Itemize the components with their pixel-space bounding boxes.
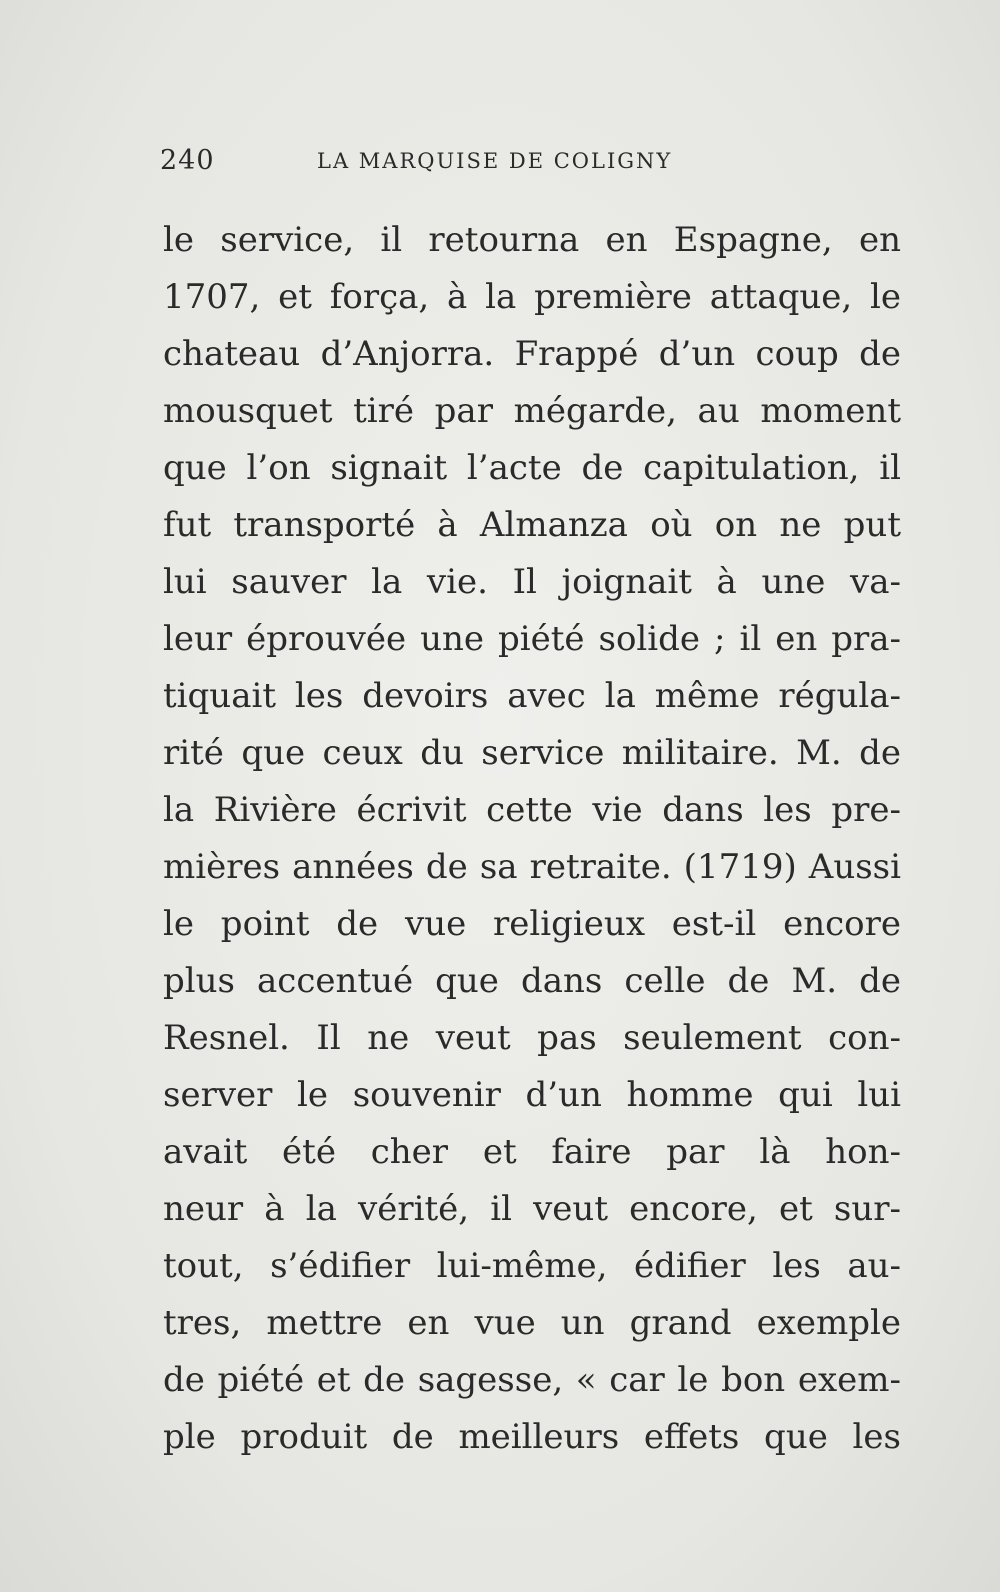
text-line: le service, il retourna en Espagne, en xyxy=(163,220,901,260)
text-line: mières années de sa retraite. (1719) Aussi xyxy=(163,847,901,887)
text-line: mousquet tiré par mégarde, au moment xyxy=(163,391,901,431)
text-line: chateau d’Anjorra. Frappé d’un coup de xyxy=(163,334,901,374)
text-line: rité que ceux du service militaire. M. de xyxy=(163,733,901,773)
text-line: la Rivière écrivit cette vie dans les pre- xyxy=(163,790,901,830)
text-line: neur à la vérité, il veut encore, et sur- xyxy=(163,1189,901,1229)
text-line: server le souvenir d’un homme qui lui xyxy=(163,1075,901,1115)
text-line: leur éprouvée une piété solide ; il en pra- xyxy=(163,619,901,659)
text-line: tiquait les devoirs avec la même régula- xyxy=(163,676,901,716)
text-line: tres, mettre en vue un grand exemple xyxy=(163,1303,901,1343)
text-line: fut transporté à Almanza où on ne put xyxy=(163,505,901,545)
text-line: 1707, et força, à la première attaque, le xyxy=(163,277,901,317)
text-line: de piété et de sagesse, « car le bon exem- xyxy=(163,1360,901,1400)
body-text xyxy=(163,212,901,1466)
text-line: ple produit de meilleurs effets que les xyxy=(163,1417,901,1457)
text-line: Resnel. Il ne veut pas seulement con- xyxy=(163,1018,901,1058)
text-line: tout, s’édifier lui-même, édifier les au- xyxy=(163,1246,901,1286)
text-line: lui sauver la vie. Il joignait à une va- xyxy=(163,562,901,602)
page-header xyxy=(160,145,900,185)
page-number: 240 xyxy=(160,145,215,176)
text-line: plus accentué que dans celle de M. de xyxy=(163,961,901,1001)
text-line: que l’on signait l’acte de capitulation, il xyxy=(163,448,901,488)
text-line: le point de vue religieux est-il encore xyxy=(163,904,901,944)
running-title: LA MARQUISE DE COLIGNY xyxy=(317,149,673,173)
text-line: avait été cher et faire par là hon- xyxy=(163,1132,901,1172)
